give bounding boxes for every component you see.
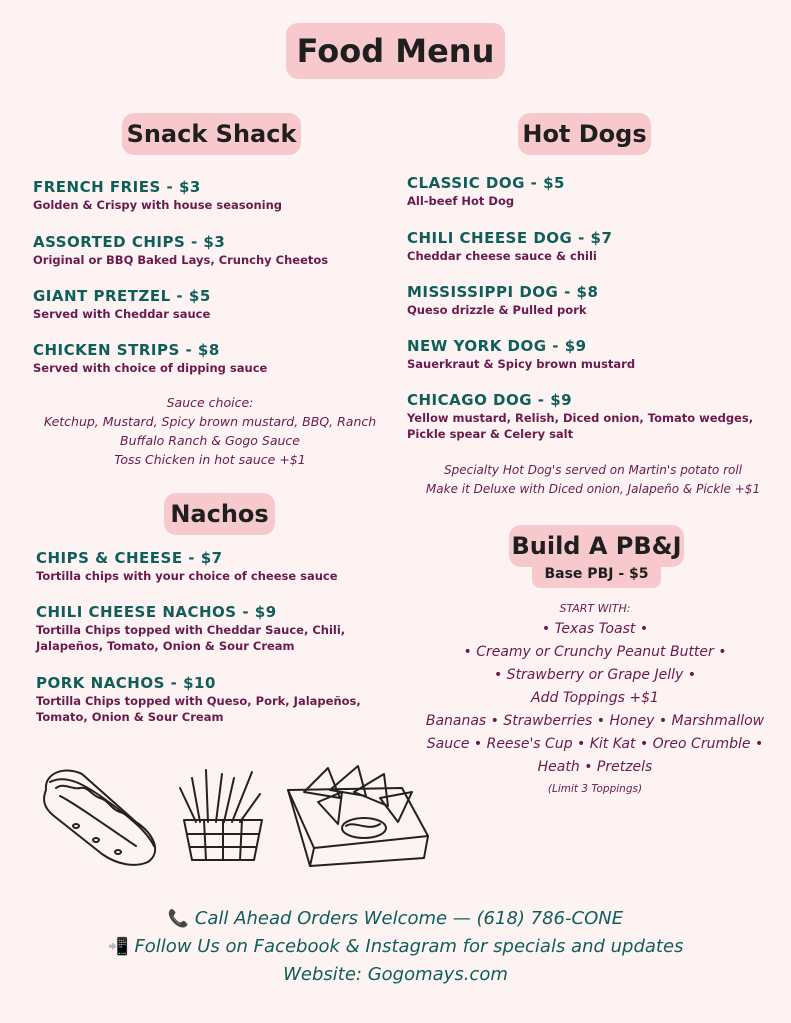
menu-item — [33, 340, 267, 376]
item-desc: Tortilla Chips topped with Cheddar Sauce, Chili, Jalapeños, Tomato, Onion & Sour Cream — [36, 623, 346, 653]
note-line: Buffalo Ranch & Gogo Sauce — [120, 433, 300, 448]
item-name: PORK NACHOS - $10 — [36, 674, 216, 692]
pbj-line: • Creamy or Crunchy Peanut Butter • — [463, 644, 727, 660]
menu-item — [33, 232, 328, 268]
item-name: GIANT PRETZEL - $5 — [33, 287, 211, 305]
sesame — [73, 824, 79, 828]
hotdog-note — [398, 461, 788, 499]
nachos-illustration — [284, 762, 434, 872]
fry — [180, 788, 196, 822]
menu-item — [407, 228, 612, 264]
menu-item — [33, 177, 282, 213]
pbj-options — [410, 600, 780, 799]
phone-text: Call Ahead Orders Welcome — (618) 786-CONE — [194, 908, 624, 929]
basket-wire — [204, 820, 206, 860]
phone-line — [0, 905, 791, 933]
item-desc: Cheddar cheese sauce & chili — [407, 249, 597, 263]
item-name: CLASSIC DOG - $5 — [407, 174, 565, 192]
note-line: Make it Deluxe with Diced onion, Jalapeño & Pickle +$1 — [425, 482, 761, 496]
social-line — [0, 933, 791, 961]
pbj-start: START WITH: — [559, 602, 631, 615]
fry — [206, 770, 208, 822]
menu-item — [407, 282, 598, 318]
nachos-heading: Nachos — [164, 493, 275, 535]
pbj-line: Sauce • Reese's Cup • Kit Kat • Oreo Crumble • — [426, 736, 764, 752]
fry — [224, 778, 234, 822]
hot-dogs-heading: Hot Dogs — [518, 113, 651, 155]
item-name: CHILI CHEESE DOG - $7 — [407, 229, 613, 247]
item-name: MISSISSIPPI DOG - $8 — [407, 283, 599, 301]
menu-item — [36, 548, 338, 584]
item-name: FRENCH FRIES - $3 — [33, 178, 201, 196]
menu-item — [36, 673, 391, 725]
item-desc: Served with Cheddar sauce — [33, 307, 211, 321]
menu-item — [33, 286, 211, 322]
pbj-heading: Build A PB&J — [509, 525, 684, 567]
bun-shape — [44, 771, 155, 865]
menu-item — [407, 336, 635, 372]
sesame — [93, 838, 99, 842]
pbj-line: Bananas • Strawberries • Honey • Marshmallow — [425, 713, 765, 729]
item-desc: Tortilla chips with your choice of cheese sauce — [36, 569, 338, 583]
note-line: Sauce choice: — [166, 395, 254, 410]
item-desc: All-beef Hot Dog — [407, 194, 515, 208]
dip-cup — [342, 818, 386, 838]
item-name: CHICKEN STRIPS - $8 — [33, 341, 220, 359]
item-desc: Sauerkraut & Spicy brown mustard — [407, 357, 636, 371]
item-desc: Original or BBQ Baked Lays, Crunchy Cheetos — [33, 253, 329, 267]
social-text: Follow Us on Facebook & Instagram for specials and updates — [134, 936, 684, 957]
note-line: Ketchup, Mustard, Spicy brown mustard, BBQ, Ranch — [43, 414, 377, 429]
fry — [240, 794, 260, 822]
sauce-note — [20, 393, 400, 469]
hotdog-illustration — [36, 760, 164, 870]
tray-edge — [310, 848, 314, 866]
fries-illustration — [172, 764, 272, 866]
telephone-icon: 📞 — [167, 909, 190, 929]
pbj-base-price: Base PBJ - $5 — [532, 560, 661, 588]
item-name: ASSORTED CHIPS - $3 — [33, 233, 226, 251]
menu-item — [36, 602, 391, 654]
pbj-line: • Texas Toast • — [541, 621, 649, 637]
fry — [232, 772, 252, 822]
chip — [304, 768, 340, 798]
sausage-top — [50, 779, 154, 846]
pbj-limit: (Limit 3 Toppings) — [547, 783, 643, 795]
basket-wire — [240, 820, 242, 860]
pbj-line: Add Toppings +$1 — [531, 690, 659, 706]
item-desc: Served with choice of dipping sauce — [33, 361, 268, 375]
page-title: Food Menu — [286, 23, 505, 79]
pbj-line: Heath • Pretzels — [537, 759, 653, 775]
chip — [330, 766, 366, 796]
menu-item — [407, 173, 565, 209]
menu-item — [407, 390, 779, 442]
snack-shack-heading: Snack Shack — [122, 113, 301, 155]
item-desc: Golden & Crispy with house seasoning — [33, 198, 283, 212]
sesame — [115, 850, 121, 854]
note-line: Specialty Hot Dog's served on Martin's potato roll — [443, 463, 743, 477]
item-name: CHIPS & CHEESE - $7 — [36, 549, 223, 567]
mobile-arrow-icon: 📲 — [107, 937, 129, 957]
fry — [216, 774, 222, 822]
item-name: CHILI CHEESE NACHOS - $9 — [36, 603, 277, 621]
item-name: CHICAGO DOG - $9 — [407, 391, 573, 409]
pbj-line: • Strawberry or Grape Jelly • — [493, 667, 697, 683]
item-desc: Queso drizzle & Pulled pork — [407, 303, 587, 317]
item-desc: Yellow mustard, Relish, Diced onion, Tomato wedges, Pickle spear & Celery salt — [407, 411, 754, 441]
item-name: NEW YORK DOG - $9 — [407, 337, 587, 355]
item-desc: Tortilla Chips topped with Queso, Pork, Jalapeños, Tomato, Onion & Sour Cream — [36, 694, 361, 724]
note-line: Toss Chicken in hot sauce +$1 — [114, 452, 306, 467]
dip-sauce — [346, 824, 380, 827]
website-line: Website: Gogomays.com — [283, 964, 508, 985]
